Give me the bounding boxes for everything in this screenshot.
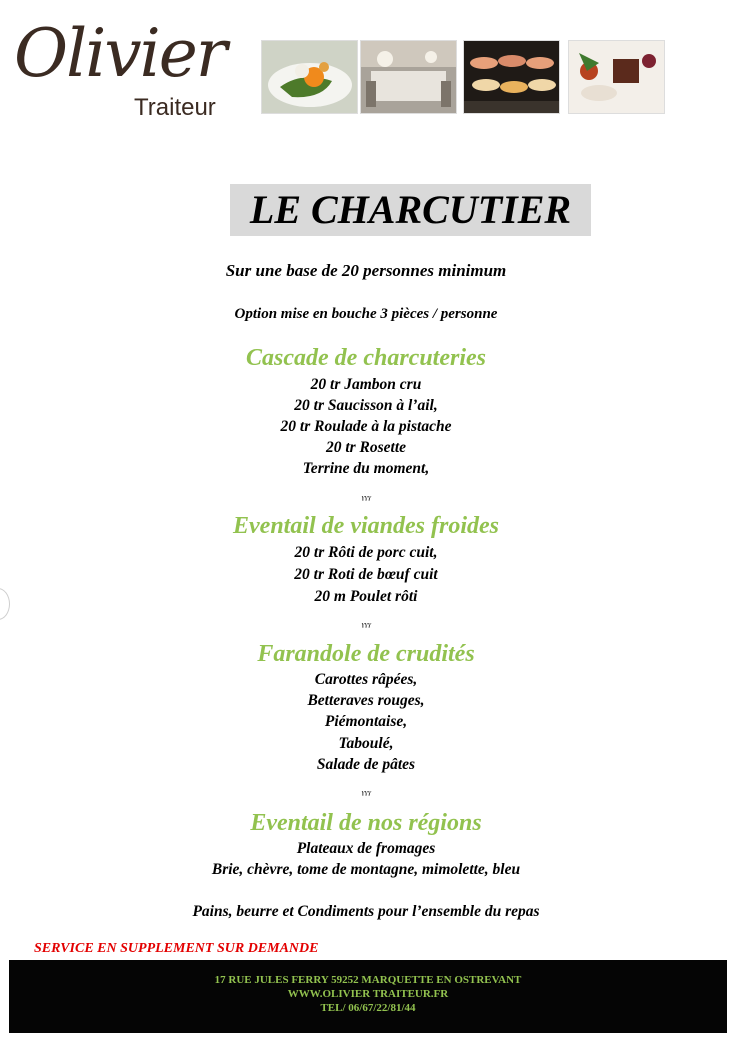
footer-website[interactable]: WWW.OLIVIER TRAITEUR.FR: [287, 988, 449, 1000]
service-supplement-note: SERVICE EN SUPPLEMENT SUR DEMANDE: [34, 941, 319, 956]
menu-title-banner: [230, 184, 591, 236]
brand-logo: [14, 14, 244, 124]
section-title-charcuteries: Cascade de charcuteries: [246, 345, 486, 371]
menu-subtitle: Sur une base de 20 personnes minimum: [225, 261, 507, 280]
plated-dish-photo: [261, 40, 358, 114]
menu-item: Taboulé,: [338, 735, 394, 752]
menu-option: Option mise en bouche 3 pièces / personne: [234, 306, 498, 322]
section-title-crudites: Farandole de crudités: [257, 641, 475, 667]
brand-name: Olivier: [14, 15, 226, 92]
menu-item: Betteraves rouges,: [307, 692, 425, 709]
menu-item: Carottes râpées,: [314, 671, 418, 688]
menu-item: 20 tr Roulade à la pistache: [280, 418, 452, 435]
menu-closing-note: Pains, beurre et Condiments pour l’ensemble du repas: [192, 903, 540, 920]
menu-item: Brie, chèvre, tome de montagne, mimolette, bleu: [211, 861, 521, 878]
gourmet-plate-photo: [568, 40, 665, 114]
brand-tagline: Traiteur: [134, 94, 216, 121]
section-title-regions: Eventail de nos régions: [250, 810, 482, 836]
menu-item: Piémontaise,: [324, 713, 408, 730]
footer-phone[interactable]: TEL/ 06/67/22/81/44: [320, 1002, 416, 1014]
dining-room-photo: [360, 40, 457, 114]
menu-item: 20 tr Jambon cru: [310, 376, 422, 393]
section-separator: ˠˠˠ: [361, 788, 371, 800]
menu-item: Terrine du moment,: [302, 460, 430, 477]
menu-item: Salade de pâtes: [316, 756, 416, 773]
menu-item: 20 tr Saucisson à l’ail,: [294, 397, 438, 414]
menu-item: 20 tr Roti de bœuf cuit: [294, 566, 438, 583]
footer-contact-bar: [9, 960, 727, 1033]
section-title-viandes: Eventail de viandes froides: [233, 513, 499, 539]
canapes-photo: [463, 40, 560, 114]
menu-item: 20 tr Rôti de porc cuit,: [294, 544, 438, 561]
menu-title: LE CHARCUTIER: [249, 187, 572, 232]
menu-item: Plateaux de fromages: [296, 840, 436, 857]
menu-item: 20 tr Rosette: [325, 439, 407, 456]
section-separator: ˠˠˠ: [361, 493, 371, 505]
menu-item: 20 m Poulet rôti: [314, 588, 418, 605]
section-separator: ˠˠˠ: [361, 620, 371, 632]
footer-address: 17 RUE JULES FERRY 59252 MARQUETTE EN OSTREVANT: [214, 974, 522, 986]
